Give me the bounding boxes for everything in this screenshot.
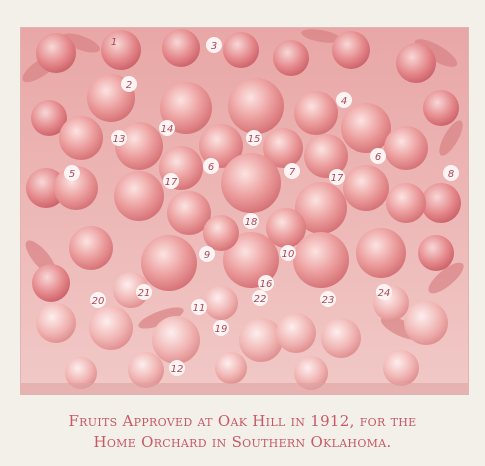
fruit-label <box>111 130 127 146</box>
svg-text:13: 13 <box>112 134 126 145</box>
fruit-label <box>320 291 336 307</box>
fruit-label <box>121 76 137 92</box>
caption-line-2: Home Orchard in Southern Oklahoma. <box>93 433 392 451</box>
fruit-label <box>199 246 215 262</box>
svg-text:6: 6 <box>207 162 215 173</box>
fruit-label <box>376 284 392 300</box>
fruit-label <box>163 173 179 189</box>
fruit-label <box>258 275 274 291</box>
fruit-label <box>329 169 345 185</box>
fruit-label <box>280 245 296 261</box>
fruit-label <box>64 165 80 181</box>
fruit-label <box>336 92 352 108</box>
svg-text:19: 19 <box>214 324 228 335</box>
svg-text:9: 9 <box>203 250 211 261</box>
svg-text:4: 4 <box>340 96 348 107</box>
svg-text:8: 8 <box>447 169 455 180</box>
svg-text:7: 7 <box>288 167 296 178</box>
fruit-label <box>159 120 175 136</box>
fruit-label <box>443 165 459 181</box>
caption-line-1: Fruits Approved at Oak Hill in 1912, for the <box>68 412 417 430</box>
fruit-label <box>246 130 262 146</box>
fruit-label <box>191 299 207 315</box>
fruit-label <box>90 292 106 308</box>
fruit-label <box>206 37 222 53</box>
fruit-label <box>213 320 229 336</box>
fruit-photograph <box>21 28 468 394</box>
fruit-label <box>252 290 268 306</box>
fruit-label <box>243 213 259 229</box>
svg-text:18: 18 <box>244 217 258 228</box>
svg-text:11: 11 <box>192 303 206 314</box>
fruit-label <box>169 360 185 376</box>
photo-caption <box>0 411 485 453</box>
fruit-label <box>136 284 152 300</box>
svg-text:6: 6 <box>374 152 382 163</box>
fruit-label <box>203 158 219 174</box>
svg-text:2: 2 <box>125 80 133 91</box>
fruit-label <box>284 163 300 179</box>
svg-text:17: 17 <box>330 173 344 184</box>
svg-text:14: 14 <box>160 124 174 135</box>
svg-text:17: 17 <box>164 177 178 188</box>
svg-text:22: 22 <box>253 294 267 305</box>
svg-text:23: 23 <box>321 295 335 306</box>
svg-text:10: 10 <box>281 249 295 260</box>
svg-text:3: 3 <box>210 41 218 52</box>
svg-text:21: 21 <box>137 288 151 299</box>
fruit-photo-svg <box>21 28 468 394</box>
svg-text:24: 24 <box>377 288 391 299</box>
svg-text:1: 1 <box>110 37 118 48</box>
svg-text:16: 16 <box>259 279 273 290</box>
svg-text:12: 12 <box>170 364 184 375</box>
svg-text:15: 15 <box>247 134 261 145</box>
svg-text:5: 5 <box>68 169 76 180</box>
svg-text:20: 20 <box>91 296 105 307</box>
fruit-label <box>370 148 386 164</box>
shelf-edge <box>21 383 468 394</box>
